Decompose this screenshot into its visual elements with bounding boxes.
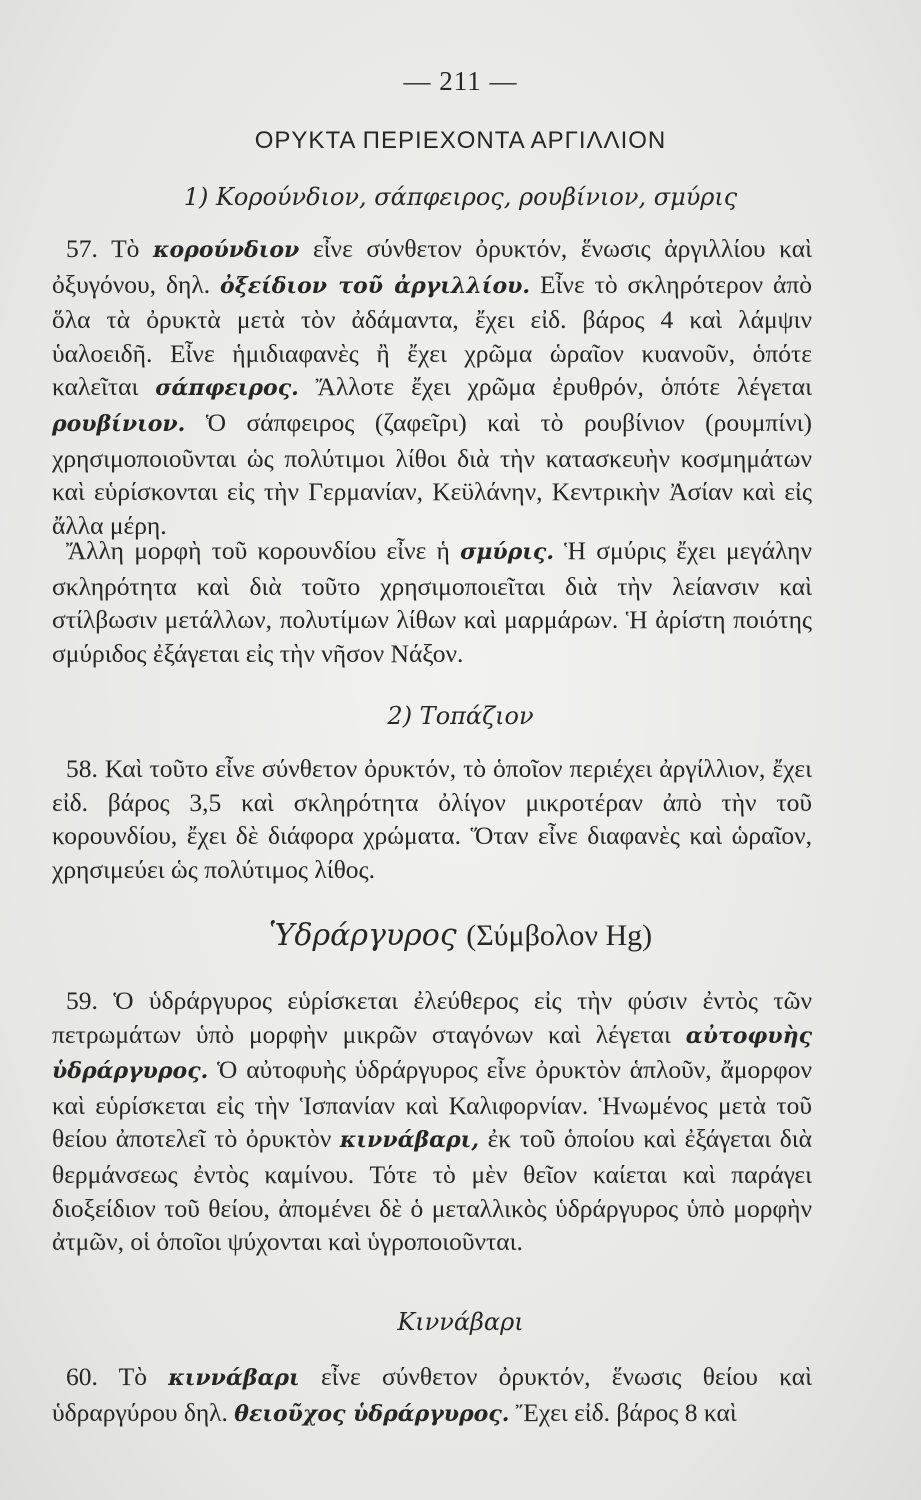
section-heading-cinnabar: Κιννάβαρι bbox=[397, 1308, 524, 1336]
section-heading-topaz: 2) Τοπάζιον bbox=[387, 702, 534, 730]
bold-term: ὀξείδιον τοῦ ἀργιλλίου. bbox=[220, 272, 531, 299]
section-heading-mercury bbox=[0, 918, 921, 953]
text: Ὁ αὐτοφυὴς ὑδράργυρος εἶνε ὀρυκτὸν ἁπλοῦν, ἄμορφον καὶ εὑρίσκεται εἰς τὴν Ἱσπανίαν καὶ Καλιφορνίαν. Ἡνωμένος μετὰ τοῦ θείου ἀποτελεῖ τὸ ὀρυκτὸν bbox=[52, 1055, 812, 1154]
paragraph-58 bbox=[52, 752, 812, 886]
mercury-heading-text: Ὑδράργυρος bbox=[268, 918, 457, 953]
text: Ἡ σμύρις ἔχει μεγάλην σκληρότητα καὶ διὰ τοῦτο χρησιμοποιεῖται διὰ τὴν λείανσιν καὶ στίλβωσιν μετάλλων, πολυτίμων λίθων καὶ μαρμάρων. Ἡ ἀρίστη ποιότης σμύριδος ἐξάγεται εἰς τὴν νῆσον Νάξον. bbox=[52, 536, 813, 668]
text: 60. Τὸ bbox=[66, 1362, 169, 1391]
paragraph-59 bbox=[52, 984, 812, 1259]
text: εἶνε σύνθετον ὀρυκτόν, ἕνωσις θείου καὶ ὑδραργύρου δηλ. bbox=[52, 1362, 812, 1427]
text: Ὁ σάπφειρος (ζαφεῖρι) καὶ τὸ ρουβίνιον (ρουμπίνι) χρησιμοποιοῦνται ὡς πολύτιμοι λίθοι διὰ τὴν κατασκευὴν κοσμημάτων καὶ εὑρίσκονται εἰς τὴν Γερμανίαν, Κεϋλάνην, Κεντρικὴν Ἀσίαν καὶ εἰς ἄλλα μέρη. bbox=[52, 407, 812, 540]
text: Ἄλλη μορφὴ τοῦ κορουνδίου εἶνε ἡ bbox=[66, 536, 461, 565]
bold-term: ρουβίνιον. bbox=[52, 410, 186, 437]
text: εἶνε σύνθετον ὀρυκτόν, ἕνωσις ἀργιλλίου καὶ ὀξυγόνου, δηλ. bbox=[52, 234, 812, 299]
page-number: — 211 — bbox=[403, 66, 518, 96]
text: ἐκ τοῦ ὁποίου καὶ ἐξάγεται διὰ θερμάνσεως ἐντὸς καμίνου. Τότε τὸ μὲν θεῖον καίεται καὶ παράγει διοξείδιον τοῦ θείου, ἀπομένει δὲ ὁ μεταλλικὸς ὑδράργυρος ὑπὸ μορφὴν ἀτμῶν, οἱ ὁποῖοι ψύχονται καὶ ὑγροποιοῦνται. bbox=[52, 1124, 812, 1257]
section-heading-corundum: 1) Κορούνδιον, σάπφειρος, ρουβίνιον, σμύρις bbox=[183, 183, 738, 211]
bold-term: κορούνδιον bbox=[153, 237, 300, 263]
bold-term: κιννάβαρι, bbox=[339, 1127, 479, 1154]
bold-term: θειοῦχος ὑδράργυρος. bbox=[234, 1400, 510, 1427]
mercury-symbol: (Σύμβολον Hg) bbox=[466, 919, 653, 952]
bold-term: κιννάβαρι bbox=[168, 1365, 300, 1391]
text: Ἔχει εἰδ. βάρος 8 καὶ bbox=[509, 1397, 737, 1427]
bold-term: σμύρις. bbox=[460, 539, 554, 565]
bold-term: αὐτοφυὴς ὑδράργυρος. bbox=[52, 1022, 812, 1085]
text: 59. Ὁ ὑδράργυρος εὑρίσκεται ἐλεύθερος εἰς τὴν φύσιν ἐντὸς τῶν πετρωμάτων ὑπὸ μορφὴν μικρῶν σταγόνων καὶ λέγεται bbox=[52, 986, 812, 1049]
paragraph-57b bbox=[52, 534, 812, 670]
text: 58. Καὶ τοῦτο εἶνε σύνθετον ὀρυκτόν, τὸ ὁποῖον περιέχει ἀργίλλιον, ἔχει εἰδ. βάρος 3,5 καὶ σκληρότητα ὀλίγον μικροτέραν ἀπὸ τὴν τοῦ κορουνδίου, ἔχει δὲ διάφορα χρώματα. Ὅταν εἶνε διαφανὲς καὶ ὡραῖον, χρησιμεύει ὡς πολύτιμος λίθος. bbox=[52, 754, 812, 884]
chapter-title: ΟΡΥΚΤΑ ΠΕΡΙΕΧΟΝΤΑ ΑΡΓΙΛΛΙΟΝ bbox=[254, 127, 667, 154]
bold-term: σάπφειρος. bbox=[155, 375, 299, 402]
paragraph-60 bbox=[52, 1360, 812, 1431]
text: 57. Τὸ bbox=[66, 234, 154, 263]
text: Ἄλλοτε ἔχει χρῶμα ἐρυθρόν, ὁπότε λέγεται bbox=[298, 372, 813, 402]
paragraph-57 bbox=[52, 232, 812, 542]
text: Εἶνε τὸ σκληρότερον ἀπὸ ὅλα τὰ ὀρυκτὰ μετὰ τὸν ἀδάμαντα, ἔχει εἰδ. βάρος 4 καὶ λάμψιν ὑαλοειδῆ. Εἶνε ἡμιδιαφανὲς ἢ ἔχει χρῶμα ὡραῖον κυανοῦν, ὁπότε καλεῖται bbox=[52, 269, 812, 402]
